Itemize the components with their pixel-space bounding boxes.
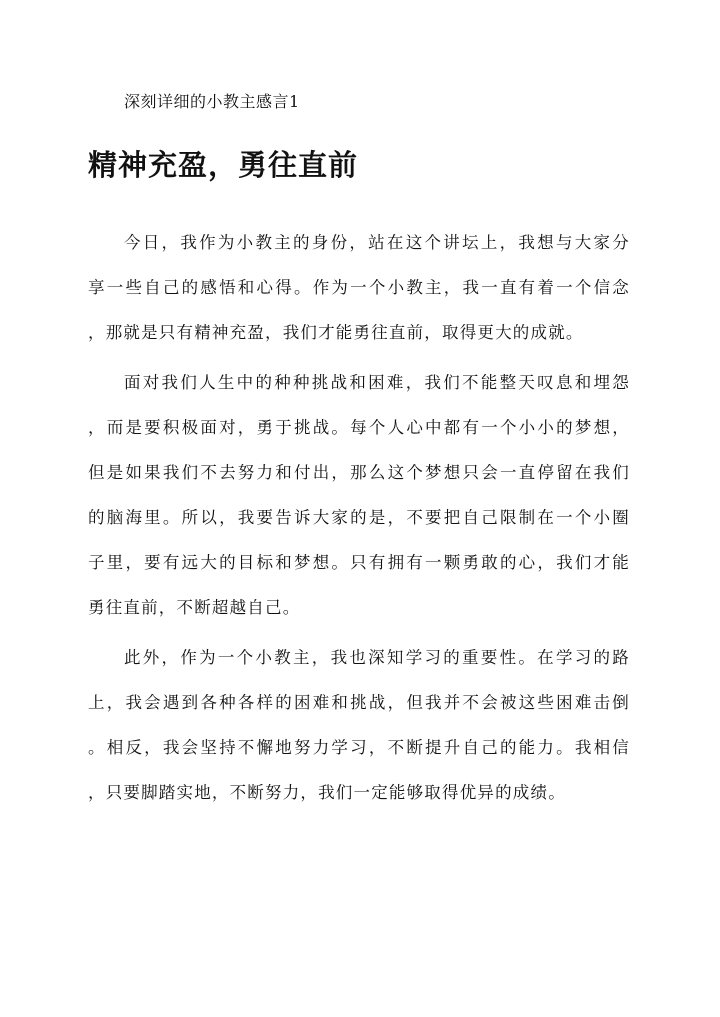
paragraph-line: ，那就是只有精神充盈，我们才能勇往直前，取得更大的成就。	[88, 323, 584, 342]
paragraph-line: 的脑海里。所以，我要告诉大家的是，不要把自己限制在一个小圈	[88, 508, 630, 527]
paragraph-line: ，而是要积极面对，勇于挑战。每个人心中都有一个小小的梦想，	[88, 418, 630, 437]
paragraph-line: 上，我会遇到各种各样的困难和挑战，但我并不会被这些困难击倒	[88, 693, 630, 712]
paragraph-line: 但是如果我们不去努力和付出，那么这个梦想只会一直停留在我们	[88, 463, 630, 482]
paragraph-line: 子里，要有远大的目标和梦想。只有拥有一颗勇敢的心，我们才能	[88, 553, 630, 572]
paragraph-2	[88, 360, 630, 630]
document-subtitle: 深刻详细的小教主感言1	[124, 92, 300, 111]
paragraph-1	[88, 220, 630, 355]
paragraph-line: 。相反，我会坚持不懈地努力学习，不断提升自己的能力。我相信	[88, 738, 630, 757]
document-title: 精神充盈，勇往直前	[88, 148, 359, 182]
paragraph-line: 面对我们人生中的种种挑战和困难，我们不能整天叹息和埋怨	[124, 373, 630, 392]
paragraph-3	[88, 635, 630, 815]
paragraph-line: ，只要脚踏实地，不断努力，我们一定能够取得优异的成绩。	[88, 783, 566, 802]
paragraph-line: 勇往直前，不断超越自己。	[88, 598, 301, 617]
paragraph-line: 今日，我作为小教主的身份，站在这个讲坛上，我想与大家分	[124, 233, 630, 252]
paragraph-line: 此外，作为一个小教主，我也深知学习的重要性。在学习的路	[124, 648, 630, 667]
paragraph-line: 享一些自己的感悟和心得。作为一个小教主，我一直有着一个信念	[88, 278, 630, 297]
